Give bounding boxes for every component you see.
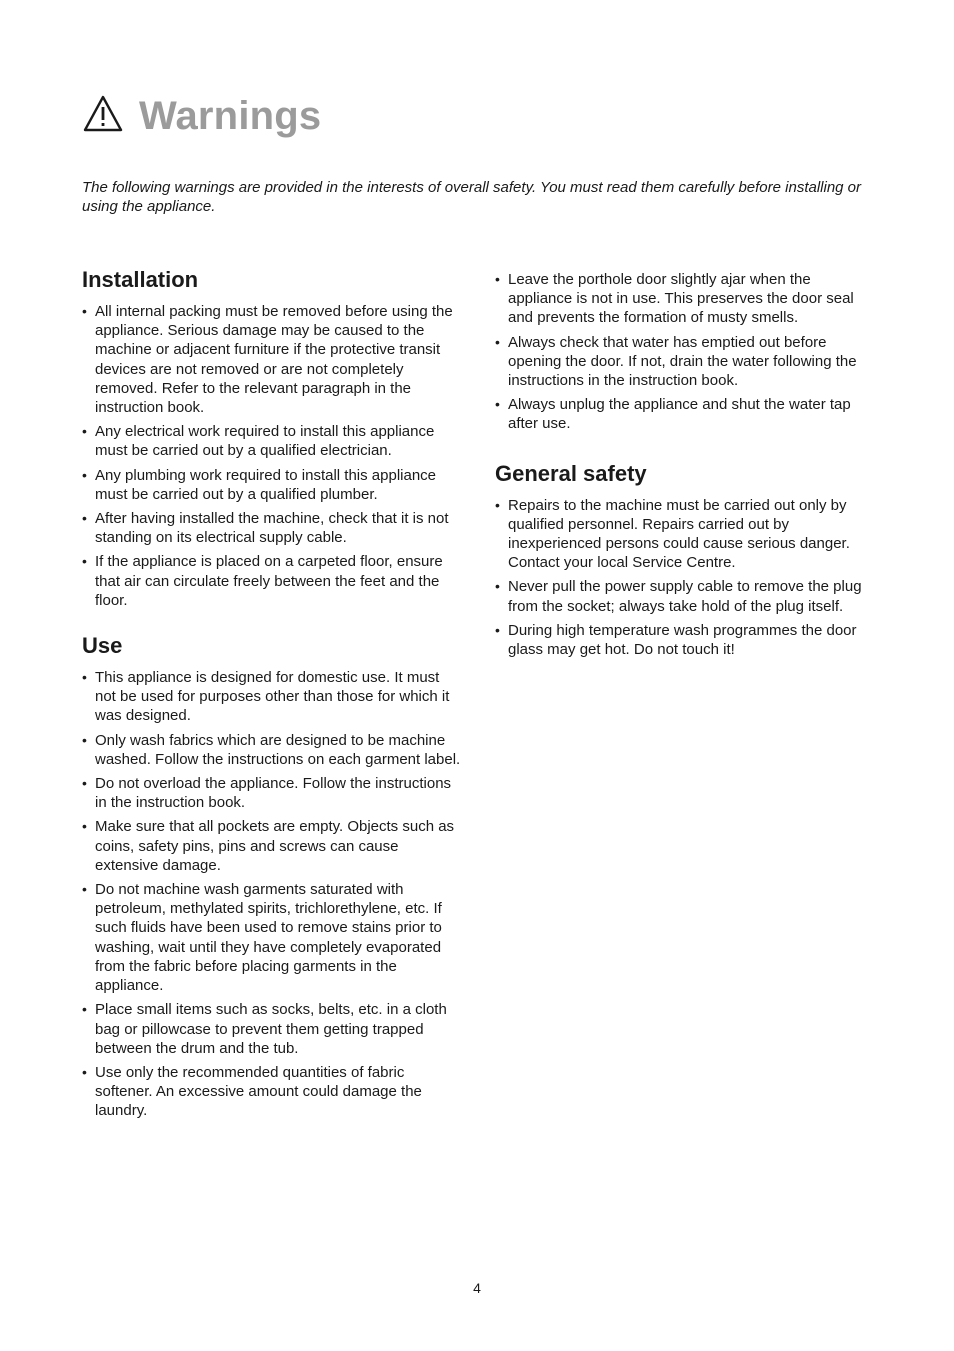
use-continued-list: [495, 270, 875, 434]
installation-section: [82, 266, 462, 610]
use-section: [82, 632, 462, 1120]
list-item: • All internal packing must be removed before using the appliance. Serious damage may be caused to the machine or adjacent furniture if the protective transit devices are not removed or are not completely removed. Refer to the relevant paragraph in the instruction book.: [82, 302, 462, 417]
list-item: • Any plumbing work required to install this appliance must be carried out by a qualified plumber.: [82, 466, 462, 504]
installation-list: [82, 302, 462, 610]
list-item: • Make sure that all pockets are empty. Objects such as coins, safety pins, pins and screws can cause extensive damage.: [82, 817, 462, 875]
left-column: [82, 266, 462, 1143]
use-continued-section: [495, 270, 875, 434]
list-item: • Never pull the power supply cable to remove the plug from the socket; always take hold of the plug itself.: [495, 577, 875, 615]
page-title: Warnings: [139, 94, 322, 138]
right-column: [495, 270, 875, 681]
use-heading: Use: [82, 633, 123, 659]
list-item: • After having installed the machine, check that it is not standing on its electrical supply cable.: [82, 509, 462, 547]
general-safety-section: [495, 460, 875, 660]
use-list: [82, 668, 462, 1120]
list-item: • Only wash fabrics which are designed to be machine washed. Follow the instructions on each garment label.: [82, 731, 462, 769]
page-number: 4: [473, 1280, 481, 1296]
list-item: • Use only the recommended quantities of fabric softener. An excessive amount could damage the laundry.: [82, 1063, 462, 1121]
page-header: [83, 94, 321, 139]
warning-triangle-icon: [83, 94, 123, 134]
list-item: • Always check that water has emptied out before opening the door. If not, drain the water following the instructions in the instruction book.: [495, 333, 875, 391]
general-safety-heading: General safety: [495, 460, 647, 486]
general-safety-list: [495, 496, 875, 660]
list-item: • Do not overload the appliance. Follow the instructions in the instruction book.: [82, 774, 462, 812]
list-item: • Repairs to the machine must be carried out only by qualified personnel. Repairs carried out by inexperienced persons could cause serious danger. Contact your local Service Centre.: [495, 496, 875, 573]
list-item: • Do not machine wash garments saturated with petroleum, methylated spirits, trichlorethylene, etc. If such fluids have been used to remove stains prior to washing, wait until they have completely evaporated from the fabric before placing garments in the appliance.: [82, 880, 462, 995]
list-item: • This appliance is designed for domestic use. It must not be used for purposes other than those for which it was designed.: [82, 668, 462, 726]
list-item: • Any electrical work required to install this appliance must be carried out by a qualified electrician.: [82, 422, 462, 460]
installation-heading: Installation: [82, 267, 199, 292]
list-item: • Always unplug the appliance and shut the water tap after use.: [495, 395, 875, 433]
list-item: • If the appliance is placed on a carpeted floor, ensure that air can circulate freely between the feet and the floor.: [82, 552, 462, 610]
list-item: • Place small items such as socks, belts, etc. in a cloth bag or pillowcase to prevent them getting trapped between the drum and the tub.: [82, 1000, 462, 1058]
list-item: • During high temperature wash programmes the door glass may get hot. Do not touch it!: [495, 621, 875, 659]
intro-paragraph: The following warnings are provided in the interests of overall safety. You must read them carefully before installing or using the appliance.: [82, 179, 862, 215]
list-item: • Leave the porthole door slightly ajar when the appliance is not in use. This preserves the door seal and prevents the formation of musty smells.: [495, 270, 875, 328]
